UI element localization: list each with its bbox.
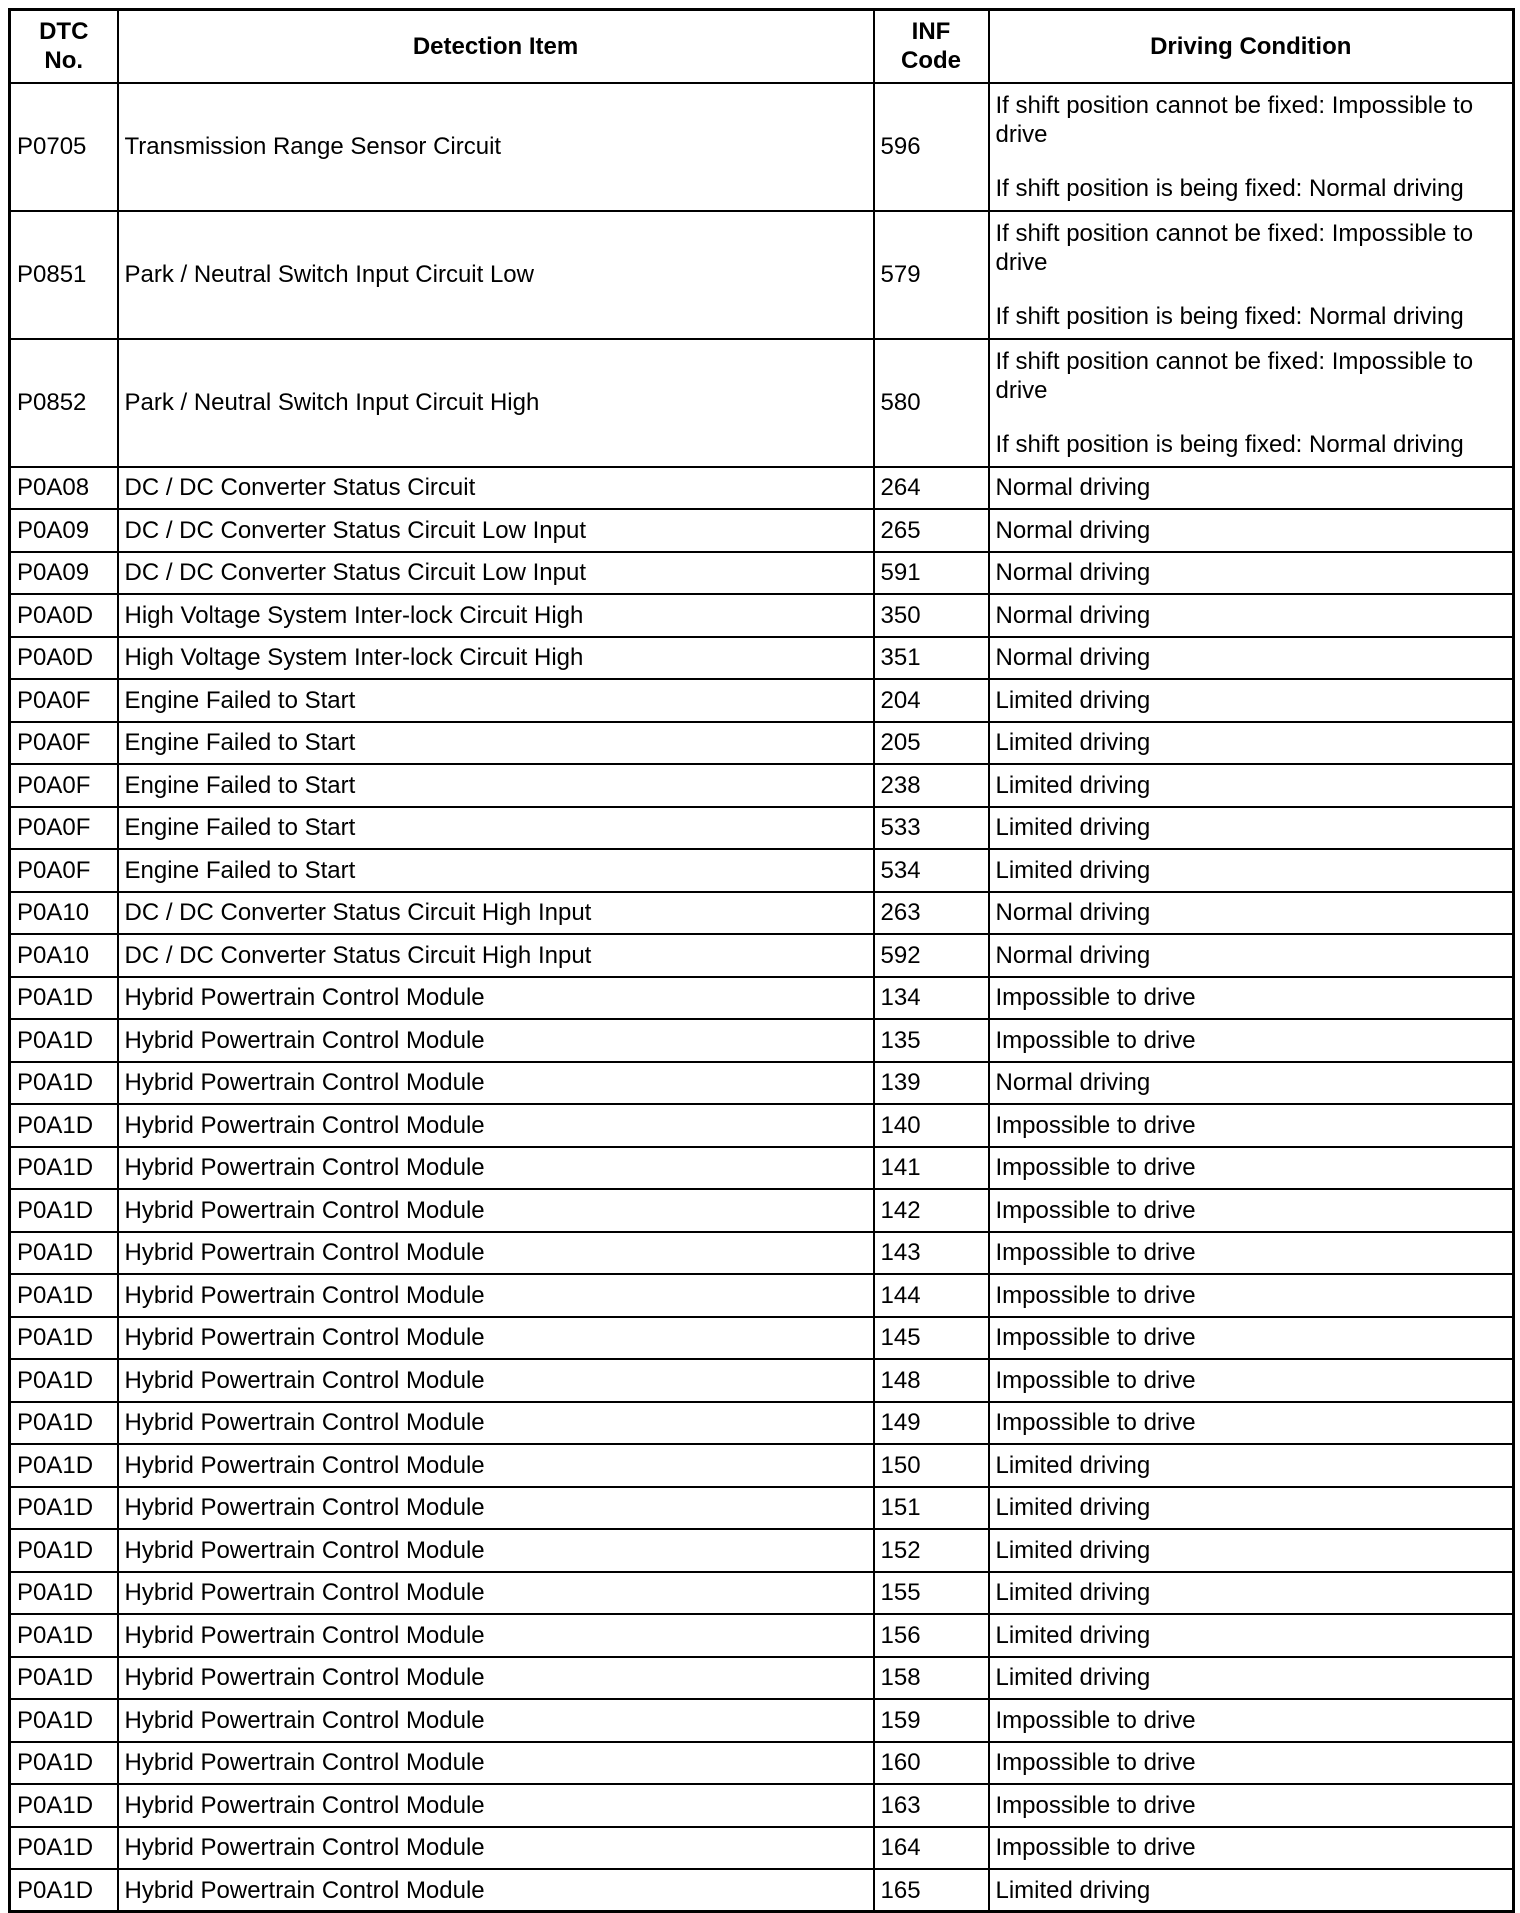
inf-code-cell: 580 — [874, 339, 989, 467]
table-row — [10, 1359, 1514, 1402]
dtc-number-cell: P0A1D — [10, 1529, 118, 1572]
dtc-number-cell: P0A0F — [10, 679, 118, 722]
driving-condition-cell — [989, 637, 1514, 680]
driving-condition-cell — [989, 1657, 1514, 1700]
dtc-number-cell: P0851 — [10, 211, 118, 339]
driving-condition-cell — [989, 1742, 1514, 1785]
driving-condition-text: Limited driving — [995, 1536, 1151, 1564]
driving-condition-cell — [989, 1699, 1514, 1742]
driving-condition-cell — [989, 1402, 1514, 1445]
dtc-number-cell: P0A0F — [10, 764, 118, 807]
dtc-number-cell: P0A10 — [10, 934, 118, 977]
detection-item-cell: Hybrid Powertrain Control Module — [118, 1827, 874, 1870]
driving-condition-cell — [989, 467, 1514, 510]
dtc-number-cell: P0A1D — [10, 1784, 118, 1827]
inf-code-cell: 350 — [874, 594, 989, 637]
table-row — [10, 849, 1514, 892]
inf-code-cell: 160 — [874, 1742, 989, 1785]
table-row — [10, 1062, 1514, 1105]
inf-code-cell: 204 — [874, 679, 989, 722]
driving-condition-cell — [989, 722, 1514, 765]
detection-item-cell: Park / Neutral Switch Input Circuit High — [118, 339, 874, 467]
driving-condition-cell — [989, 1614, 1514, 1657]
inf-code-cell: 148 — [874, 1359, 989, 1402]
inf-code-cell: 151 — [874, 1487, 989, 1530]
driving-condition-cell — [989, 83, 1514, 211]
table-row — [10, 807, 1514, 850]
table-row — [10, 679, 1514, 722]
inf-code-cell: 155 — [874, 1572, 989, 1615]
dtc-number-cell: P0A1D — [10, 1742, 118, 1785]
driving-condition-text: Impossible to drive — [995, 1324, 1196, 1352]
driving-condition-text: Normal driving — [995, 644, 1151, 672]
driving-condition-cell — [989, 934, 1514, 977]
driving-condition-text: Limited driving — [995, 729, 1151, 757]
driving-condition-cell — [989, 1147, 1514, 1190]
detection-item-cell: Hybrid Powertrain Control Module — [118, 1189, 874, 1232]
inf-code-cell: 141 — [874, 1147, 989, 1190]
driving-condition-text: Normal driving — [995, 899, 1151, 927]
detection-item-cell: Hybrid Powertrain Control Module — [118, 1572, 874, 1615]
inf-code-cell: 264 — [874, 467, 989, 510]
table-row — [10, 1487, 1514, 1530]
detection-item-cell: High Voltage System Inter-lock Circuit High — [118, 637, 874, 680]
detection-item-cell: DC / DC Converter Status Circuit High Input — [118, 892, 874, 935]
detection-item-cell: Park / Neutral Switch Input Circuit Low — [118, 211, 874, 339]
inf-code-cell: 163 — [874, 1784, 989, 1827]
driving-condition-cell — [989, 807, 1514, 850]
driving-condition-text: If shift position is being fixed: Normal driving — [995, 302, 1464, 330]
inf-code-cell: 149 — [874, 1402, 989, 1445]
table-row — [10, 211, 1514, 339]
driving-condition-text: Limited driving — [995, 771, 1151, 799]
table-row — [10, 892, 1514, 935]
table-header — [10, 10, 1514, 83]
table-row — [10, 1827, 1514, 1870]
header-inf-line2: Code — [901, 47, 961, 75]
driving-condition-cell — [989, 1232, 1514, 1275]
header-dtc-no — [10, 10, 118, 83]
inf-code-cell: 159 — [874, 1699, 989, 1742]
detection-item-cell: Transmission Range Sensor Circuit — [118, 83, 874, 211]
driving-condition-text: Impossible to drive — [995, 1834, 1196, 1862]
inf-code-cell: 144 — [874, 1274, 989, 1317]
driving-condition-cell — [989, 1274, 1514, 1317]
inf-code-cell: 156 — [874, 1614, 989, 1657]
dtc-number-cell: P0A1D — [10, 1189, 118, 1232]
driving-condition-cell — [989, 1189, 1514, 1232]
driving-condition-text: If shift position cannot be fixed: Impossible to drive — [995, 347, 1474, 404]
inf-code-cell: 164 — [874, 1827, 989, 1870]
dtc-number-cell: P0A1D — [10, 1062, 118, 1105]
table-row — [10, 637, 1514, 680]
detection-item-cell: Hybrid Powertrain Control Module — [118, 1699, 874, 1742]
detection-item-cell: DC / DC Converter Status Circuit High Input — [118, 934, 874, 977]
dtc-number-cell: P0A1D — [10, 977, 118, 1020]
inf-code-cell: 145 — [874, 1317, 989, 1360]
driving-condition-text: Normal driving — [995, 559, 1151, 587]
inf-code-cell: 140 — [874, 1104, 989, 1147]
driving-condition-text: Normal driving — [995, 941, 1151, 969]
inf-code-cell: 134 — [874, 977, 989, 1020]
table-row — [10, 1147, 1514, 1190]
driving-condition-text: Impossible to drive — [995, 984, 1196, 1012]
table-row — [10, 1614, 1514, 1657]
table-row — [10, 764, 1514, 807]
driving-condition-text: Limited driving — [995, 1621, 1151, 1649]
detection-item-cell: Hybrid Powertrain Control Module — [118, 1104, 874, 1147]
detection-item-cell: Hybrid Powertrain Control Module — [118, 1402, 874, 1445]
driving-condition-text: Impossible to drive — [995, 1366, 1196, 1394]
dtc-number-cell: P0A1D — [10, 1572, 118, 1615]
inf-code-cell: 533 — [874, 807, 989, 850]
inf-code-cell: 205 — [874, 722, 989, 765]
inf-code-cell: 143 — [874, 1232, 989, 1275]
dtc-number-cell: P0A1D — [10, 1274, 118, 1317]
dtc-number-cell: P0A1D — [10, 1402, 118, 1445]
driving-condition-text: Limited driving — [995, 1664, 1151, 1692]
detection-item-cell: DC / DC Converter Status Circuit — [118, 467, 874, 510]
detection-item-cell: Hybrid Powertrain Control Module — [118, 1529, 874, 1572]
driving-condition-cell — [989, 1019, 1514, 1062]
table-row — [10, 977, 1514, 1020]
driving-condition-cell — [989, 339, 1514, 467]
driving-condition-text: Normal driving — [995, 474, 1151, 502]
driving-condition-text: Impossible to drive — [995, 1791, 1196, 1819]
detection-item-cell: High Voltage System Inter-lock Circuit High — [118, 594, 874, 637]
dtc-number-cell: P0A1D — [10, 1699, 118, 1742]
dtc-number-cell: P0A1D — [10, 1104, 118, 1147]
header-driving-condition: Driving Condition — [989, 10, 1514, 83]
driving-condition-cell — [989, 1317, 1514, 1360]
detection-item-cell: DC / DC Converter Status Circuit Low Input — [118, 509, 874, 552]
dtc-number-cell: P0A1D — [10, 1657, 118, 1700]
detection-item-cell: Hybrid Powertrain Control Module — [118, 1359, 874, 1402]
inf-code-cell: 351 — [874, 637, 989, 680]
table-row — [10, 1189, 1514, 1232]
inf-code-cell: 158 — [874, 1657, 989, 1700]
driving-condition-text: If shift position is being fixed: Normal driving — [995, 174, 1464, 202]
detection-item-cell: Hybrid Powertrain Control Module — [118, 977, 874, 1020]
inf-code-cell: 139 — [874, 1062, 989, 1105]
inf-code-cell: 596 — [874, 83, 989, 211]
detection-item-cell: DC / DC Converter Status Circuit Low Input — [118, 552, 874, 595]
inf-code-cell: 152 — [874, 1529, 989, 1572]
dtc-number-cell: P0A1D — [10, 1232, 118, 1275]
header-row — [10, 10, 1514, 83]
table-row — [10, 1444, 1514, 1487]
driving-condition-cell — [989, 509, 1514, 552]
inf-code-cell: 579 — [874, 211, 989, 339]
driving-condition-cell — [989, 1529, 1514, 1572]
driving-condition-cell — [989, 892, 1514, 935]
driving-condition-text: Limited driving — [995, 1876, 1151, 1904]
driving-condition-cell — [989, 1827, 1514, 1870]
driving-condition-text: Impossible to drive — [995, 1026, 1196, 1054]
driving-condition-cell — [989, 679, 1514, 722]
driving-condition-text: Normal driving — [995, 516, 1151, 544]
inf-code-cell: 135 — [874, 1019, 989, 1062]
table-row — [10, 594, 1514, 637]
driving-condition-text: Impossible to drive — [995, 1706, 1196, 1734]
detection-item-cell: Hybrid Powertrain Control Module — [118, 1062, 874, 1105]
dtc-number-cell: P0A10 — [10, 892, 118, 935]
dtc-number-cell: P0A0D — [10, 637, 118, 680]
driving-condition-cell — [989, 1784, 1514, 1827]
table-row — [10, 1402, 1514, 1445]
driving-condition-text: Limited driving — [995, 856, 1151, 884]
detection-item-cell: Hybrid Powertrain Control Module — [118, 1742, 874, 1785]
inf-code-cell: 592 — [874, 934, 989, 977]
dtc-number-cell: P0A1D — [10, 1359, 118, 1402]
dtc-number-cell: P0A1D — [10, 1317, 118, 1360]
table-row — [10, 1572, 1514, 1615]
table-row — [10, 1742, 1514, 1785]
table-row — [10, 1657, 1514, 1700]
driving-condition-text: Impossible to drive — [995, 1111, 1196, 1139]
dtc-table — [8, 8, 1515, 1913]
driving-condition-cell — [989, 1359, 1514, 1402]
driving-condition-cell — [989, 1869, 1514, 1912]
inf-code-cell: 534 — [874, 849, 989, 892]
dtc-number-cell: P0A09 — [10, 552, 118, 595]
detection-item-cell: Hybrid Powertrain Control Module — [118, 1274, 874, 1317]
dtc-number-cell: P0A1D — [10, 1869, 118, 1912]
detection-item-cell: Hybrid Powertrain Control Module — [118, 1147, 874, 1190]
dtc-number-cell: P0A1D — [10, 1444, 118, 1487]
detection-item-cell: Hybrid Powertrain Control Module — [118, 1232, 874, 1275]
dtc-number-cell: P0A08 — [10, 467, 118, 510]
dtc-number-cell: P0A1D — [10, 1827, 118, 1870]
inf-code-cell: 150 — [874, 1444, 989, 1487]
driving-condition-cell — [989, 977, 1514, 1020]
detection-item-cell: Hybrid Powertrain Control Module — [118, 1869, 874, 1912]
detection-item-cell: Engine Failed to Start — [118, 849, 874, 892]
driving-condition-text: Limited driving — [995, 686, 1151, 714]
dtc-number-cell: P0A1D — [10, 1487, 118, 1530]
table-row — [10, 1529, 1514, 1572]
detection-item-cell: Engine Failed to Start — [118, 722, 874, 765]
table-row — [10, 1784, 1514, 1827]
driving-condition-text: Limited driving — [995, 814, 1151, 842]
driving-condition-text: Impossible to drive — [995, 1749, 1196, 1777]
table-row — [10, 83, 1514, 211]
inf-code-cell: 238 — [874, 764, 989, 807]
driving-condition-cell — [989, 1572, 1514, 1615]
driving-condition-text: Limited driving — [995, 1451, 1151, 1479]
driving-condition-text: Normal driving — [995, 601, 1151, 629]
driving-condition-text: Impossible to drive — [995, 1239, 1196, 1267]
dtc-number-cell: P0A1D — [10, 1147, 118, 1190]
driving-condition-cell — [989, 1062, 1514, 1105]
table-row — [10, 1317, 1514, 1360]
driving-condition-cell — [989, 1487, 1514, 1530]
dtc-number-cell: P0A1D — [10, 1614, 118, 1657]
detection-item-cell: Engine Failed to Start — [118, 764, 874, 807]
driving-condition-text: If shift position cannot be fixed: Impossible to drive — [995, 219, 1474, 276]
driving-condition-cell — [989, 1444, 1514, 1487]
header-detection-item: Detection Item — [118, 10, 874, 83]
driving-condition-text: Limited driving — [995, 1494, 1151, 1522]
driving-condition-text: Limited driving — [995, 1579, 1151, 1607]
detection-item-cell: Engine Failed to Start — [118, 679, 874, 722]
inf-code-cell: 165 — [874, 1869, 989, 1912]
table-row — [10, 552, 1514, 595]
dtc-number-cell: P0A0F — [10, 807, 118, 850]
driving-condition-text: Normal driving — [995, 1069, 1151, 1097]
inf-code-cell: 265 — [874, 509, 989, 552]
driving-condition-cell — [989, 849, 1514, 892]
table-row — [10, 467, 1514, 510]
driving-condition-text: If shift position is being fixed: Normal driving — [995, 430, 1464, 458]
table-row — [10, 1104, 1514, 1147]
inf-code-cell: 142 — [874, 1189, 989, 1232]
driving-condition-text: Impossible to drive — [995, 1196, 1196, 1224]
inf-code-cell: 263 — [874, 892, 989, 935]
table-row — [10, 1869, 1514, 1912]
table-row — [10, 934, 1514, 977]
table-row — [10, 722, 1514, 765]
driving-condition-text: Impossible to drive — [995, 1154, 1196, 1182]
detection-item-cell: Hybrid Powertrain Control Module — [118, 1784, 874, 1827]
dtc-number-cell: P0A0D — [10, 594, 118, 637]
driving-condition-cell — [989, 211, 1514, 339]
driving-condition-cell — [989, 764, 1514, 807]
table-row — [10, 1019, 1514, 1062]
driving-condition-cell — [989, 594, 1514, 637]
dtc-number-cell: P0A1D — [10, 1019, 118, 1062]
dtc-number-cell: P0852 — [10, 339, 118, 467]
detection-item-cell: Hybrid Powertrain Control Module — [118, 1019, 874, 1062]
detection-item-cell: Hybrid Powertrain Control Module — [118, 1657, 874, 1700]
header-inf-code — [874, 10, 989, 83]
dtc-number-cell: P0A0F — [10, 722, 118, 765]
detection-item-cell: Hybrid Powertrain Control Module — [118, 1614, 874, 1657]
table-body — [10, 83, 1514, 1912]
dtc-number-cell: P0A0F — [10, 849, 118, 892]
detection-item-cell: Hybrid Powertrain Control Module — [118, 1487, 874, 1530]
header-dtc-line2: No. — [44, 47, 84, 75]
inf-code-cell: 591 — [874, 552, 989, 595]
table-row — [10, 1232, 1514, 1275]
dtc-number-cell: P0A09 — [10, 509, 118, 552]
driving-condition-text: Impossible to drive — [995, 1281, 1196, 1309]
driving-condition-cell — [989, 1104, 1514, 1147]
header-dtc-line1: DTC — [39, 18, 89, 46]
table-row — [10, 509, 1514, 552]
detection-item-cell: Engine Failed to Start — [118, 807, 874, 850]
driving-condition-text: If shift position cannot be fixed: Impossible to drive — [995, 91, 1474, 148]
header-inf-line1: INF — [911, 18, 951, 46]
driving-condition-text: Impossible to drive — [995, 1409, 1196, 1437]
dtc-number-cell: P0705 — [10, 83, 118, 211]
table-row — [10, 339, 1514, 467]
table-row — [10, 1699, 1514, 1742]
table-row — [10, 1274, 1514, 1317]
detection-item-cell: Hybrid Powertrain Control Module — [118, 1444, 874, 1487]
detection-item-cell: Hybrid Powertrain Control Module — [118, 1317, 874, 1360]
driving-condition-cell — [989, 552, 1514, 595]
